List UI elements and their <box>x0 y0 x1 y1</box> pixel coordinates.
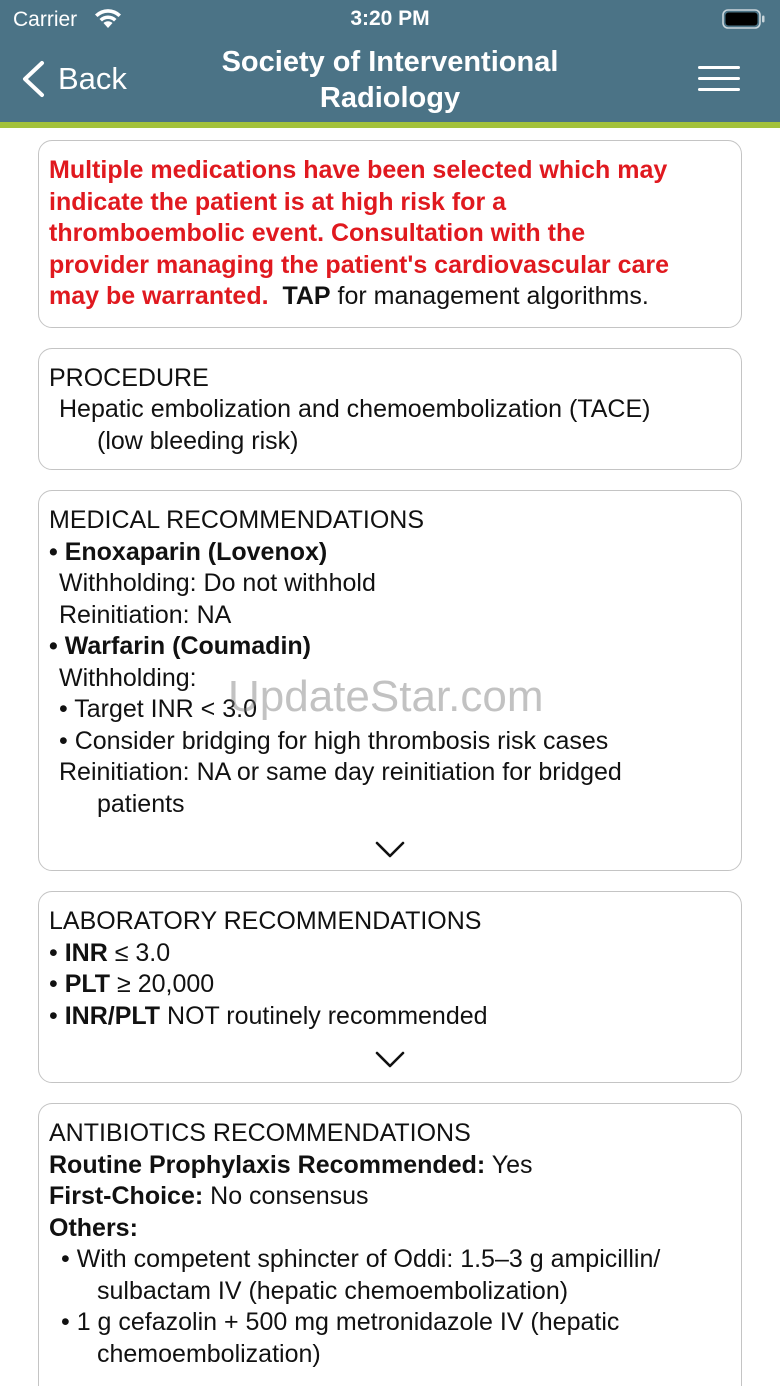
laboratory-title: LABORATORY RECOMMENDATIONS <box>49 907 482 935</box>
enoxaparin-reinitiation: Reinitiation: NA <box>59 600 232 629</box>
hamburger-menu-icon[interactable] <box>698 66 740 94</box>
chevron-down-icon <box>375 841 405 859</box>
others-label: Others: <box>49 1213 138 1242</box>
page-title <box>170 44 610 116</box>
warfarin-item-1: • Target INR < 3.0 <box>59 695 257 723</box>
expand-medical-button[interactable] <box>49 820 731 860</box>
lab-item: • INR ≤ 3.0 <box>49 938 171 967</box>
chevron-down-icon <box>375 1051 405 1069</box>
medical-title: MEDICAL RECOMMENDATIONS <box>49 506 425 534</box>
expand-laboratory-button[interactable] <box>49 1032 731 1072</box>
routine-prophylaxis: Routine Prophylaxis Recommended: Yes <box>49 1150 533 1179</box>
antibiotics-title: ANTIBIOTICS RECOMMENDATIONS <box>49 1119 471 1147</box>
app-header <box>0 0 780 122</box>
lab-item: • PLT ≥ 20,000 <box>49 970 215 998</box>
warfarin-withholding: Withholding: <box>59 663 197 692</box>
alert-card[interactable] <box>38 140 742 328</box>
warfarin-reinitiation: Reinitiation: NA or same day reinitiation for bridged patients <box>59 758 622 818</box>
laboratory-recommendations-card <box>38 891 742 1083</box>
alert-line-5 <box>49 281 731 313</box>
watermark: UpdateStar.com <box>228 672 544 721</box>
chevron-left-icon <box>20 60 46 98</box>
header-accent-bar <box>0 122 780 128</box>
alert-line-1: Multiple medications have been selected which may <box>49 156 668 184</box>
first-choice: First-Choice: No consensus <box>49 1182 369 1210</box>
antibiotic-option-2: • 1 g cefazolin + 500 mg metronidazole IV (hepatic chemoembolization) <box>61 1308 620 1368</box>
page-title-line-1: Society of Interventional <box>221 46 559 78</box>
enoxaparin-withholding: Withholding: Do not withhold <box>59 569 376 597</box>
status-bar <box>0 0 780 40</box>
drug-enoxaparin: • Enoxaparin (Lovenox) <box>49 537 328 566</box>
drug-warfarin: • Warfarin (Coumadin) <box>49 632 311 660</box>
navigation-bar <box>0 40 780 122</box>
carrier-label: Carrier <box>13 8 78 31</box>
content <box>38 140 742 1387</box>
status-time: 3:20 PM <box>350 7 430 30</box>
medical-recommendations-card <box>38 490 742 871</box>
warfarin-item-2: • Consider bridging for high thrombosis risk cases <box>59 726 609 755</box>
tap-description: for management algorithms. <box>337 282 649 310</box>
procedure-title: PROCEDURE <box>49 363 209 392</box>
procedure-description: Hepatic embolization and chemoembolization (TACE) (low bleeding risk) <box>59 395 651 455</box>
back-label: Back <box>58 61 127 96</box>
alert-line-3: thromboembolic event. Consultation with the <box>49 219 586 247</box>
antibiotics-recommendations-card <box>38 1103 742 1386</box>
tap-label[interactable]: TAP <box>282 282 331 310</box>
battery-icon <box>722 9 766 29</box>
alert-line-2: indicate the patient is at high risk for a <box>49 187 507 216</box>
antibiotic-option-1: • With competent sphincter of Oddi: 1.5–3 g ampicillin/ sulbactam IV (hepatic chemoembolization) <box>61 1245 661 1305</box>
procedure-card <box>38 348 742 471</box>
page-title-line-2: Radiology <box>319 82 461 114</box>
back-button[interactable] <box>20 56 127 102</box>
lab-item: • INR/PLT NOT routinely recommended <box>49 1001 488 1030</box>
alert-line-5-warning: may be warranted. <box>49 282 269 310</box>
alert-line-4: provider managing the patient's cardiovascular care <box>49 250 670 279</box>
